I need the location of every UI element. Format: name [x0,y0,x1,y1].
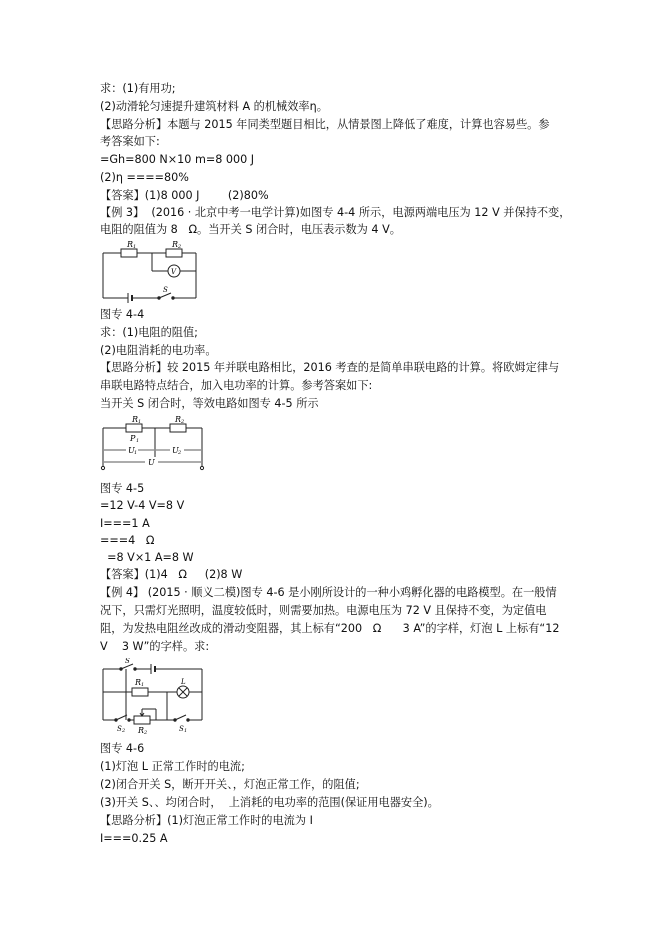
text-line-21: 况下，只需灯光照明，温度较低时，则需要加热。电源电压为 72 V 且保持不变，为定值电 [100,604,547,617]
u1-label: U [128,446,135,455]
r1-label: R [127,240,134,249]
text-line-15: =12 V-4 V=8 V [100,499,185,512]
text-line-16: I===1 A [100,517,150,530]
r1-subscript: 1 [138,419,142,425]
text-line-20: 【例 4】 (2015 · 顺义二模)图专 4-6 是小刚所设计的一种小鸡孵化器的电路模型。在一般情 [100,586,557,599]
text-line-28: I===0.25 A [100,832,168,845]
r1-label: R [132,415,139,424]
r2-label: R [175,415,182,424]
r1-subscript: 1 [141,682,145,688]
text-line-24: (1)灯泡 L 正常工作时的电流; [100,760,245,773]
p1-label: P [130,434,136,443]
r2-label: R [138,726,145,734]
text-line-1: 求：(1)有用功; [100,82,176,95]
r2-subscript: 2 [181,419,185,425]
s1-label: S [179,725,184,733]
r2-subscript: 2 [178,244,182,250]
circuit-figure-4-5 [100,412,212,476]
text-line-11: (2)电阻消耗的电功率。 [100,344,217,357]
switch-s-label: S [125,658,130,665]
text-line-22: 阻，为发热电阻丝改成的滑动变阻器，其上标有“200 Ω 3 A”的字样，灯泡 L 上标有“12 [100,622,560,635]
text-line-5: =Gh=800 N×10 m=8 000 J [100,153,255,166]
u-label: U [148,458,155,467]
text-line-2: (2)动滑轮匀速提升建筑材料 A 的机械效率η。 [100,100,328,113]
u1-subscript: 1 [134,450,138,456]
text-line-23: V 3 W”的字样。求: [100,640,210,653]
text-line-14: 当开关 S 闭合时，等效电路如图专 4-5 所示 [100,397,319,410]
p1-subscript: 1 [136,438,140,444]
r2-label: R [172,240,179,249]
text-line-10: 求：(1)电阻的阻值; [100,326,198,339]
u2-label: U [172,446,179,455]
text-line-3: 【思路分析】本题与 2015 年同类型题目相比，从情景图上降低了难度，计算也容易些。参 [100,118,550,131]
text-line-27: 【思路分析】(1)灯泡正常工作时的电流为 I [100,814,313,827]
s2-label: S [117,725,122,733]
text-line-18: =8 V×1 A=8 W [100,551,194,564]
text-line-19: 【答案】(1)4 Ω (2)8 W [100,568,243,581]
r1-label: R [135,678,142,687]
circuit-figure-4-6 [100,658,212,734]
figure-caption-4-6: 图专 4-6 [100,742,145,755]
figure-caption-4-5: 图专 4-5 [100,482,145,495]
u2-subscript: 2 [178,450,182,456]
r1-subscript: 1 [133,244,137,250]
text-line-12: 【思路分析】较 2015 年并联电路相比，2016 考查的是简单串联电路的计算。将欧姆定律与 [100,361,560,374]
text-line-17: ===4 Ω [100,534,155,547]
text-line-4: 考答案如下: [100,135,160,148]
text-line-6: (2)η ====80% [100,171,189,184]
text-line-8: 【例 3】 (2016 · 北京中考一电学计算)如图专 4-4 所示，电源两端电压为 12 V 并保持不变， [100,206,571,219]
s2-subscript: 2 [122,728,126,734]
s1-subscript: 1 [184,728,188,734]
text-line-7: 【答案】(1)8 000 J (2)80% [100,189,269,202]
text-line-9: 电阻的阻值为 8 Ω。当开关 S 闭合时，电压表示数为 4 V。 [100,223,401,236]
circuit-figure-4-4 [100,240,210,306]
voltmeter-label: V [171,268,177,276]
r2-subscript: 2 [144,730,148,734]
text-line-13: 串联电路特点结合，加入电功率的计算。参考答案如下: [100,379,373,392]
text-line-26: (3)开关 S、、均闭合时， 上消耗的电功率的范围(保证用电器安全)。 [100,796,439,809]
figure-caption-4-4: 图专 4-4 [100,308,145,321]
switch-label: S [163,286,168,294]
lamp-label: L [181,678,186,686]
text-line-25: (2)闭合开关 S，断开开关、，灯泡正常工作，的阻值; [100,778,360,791]
